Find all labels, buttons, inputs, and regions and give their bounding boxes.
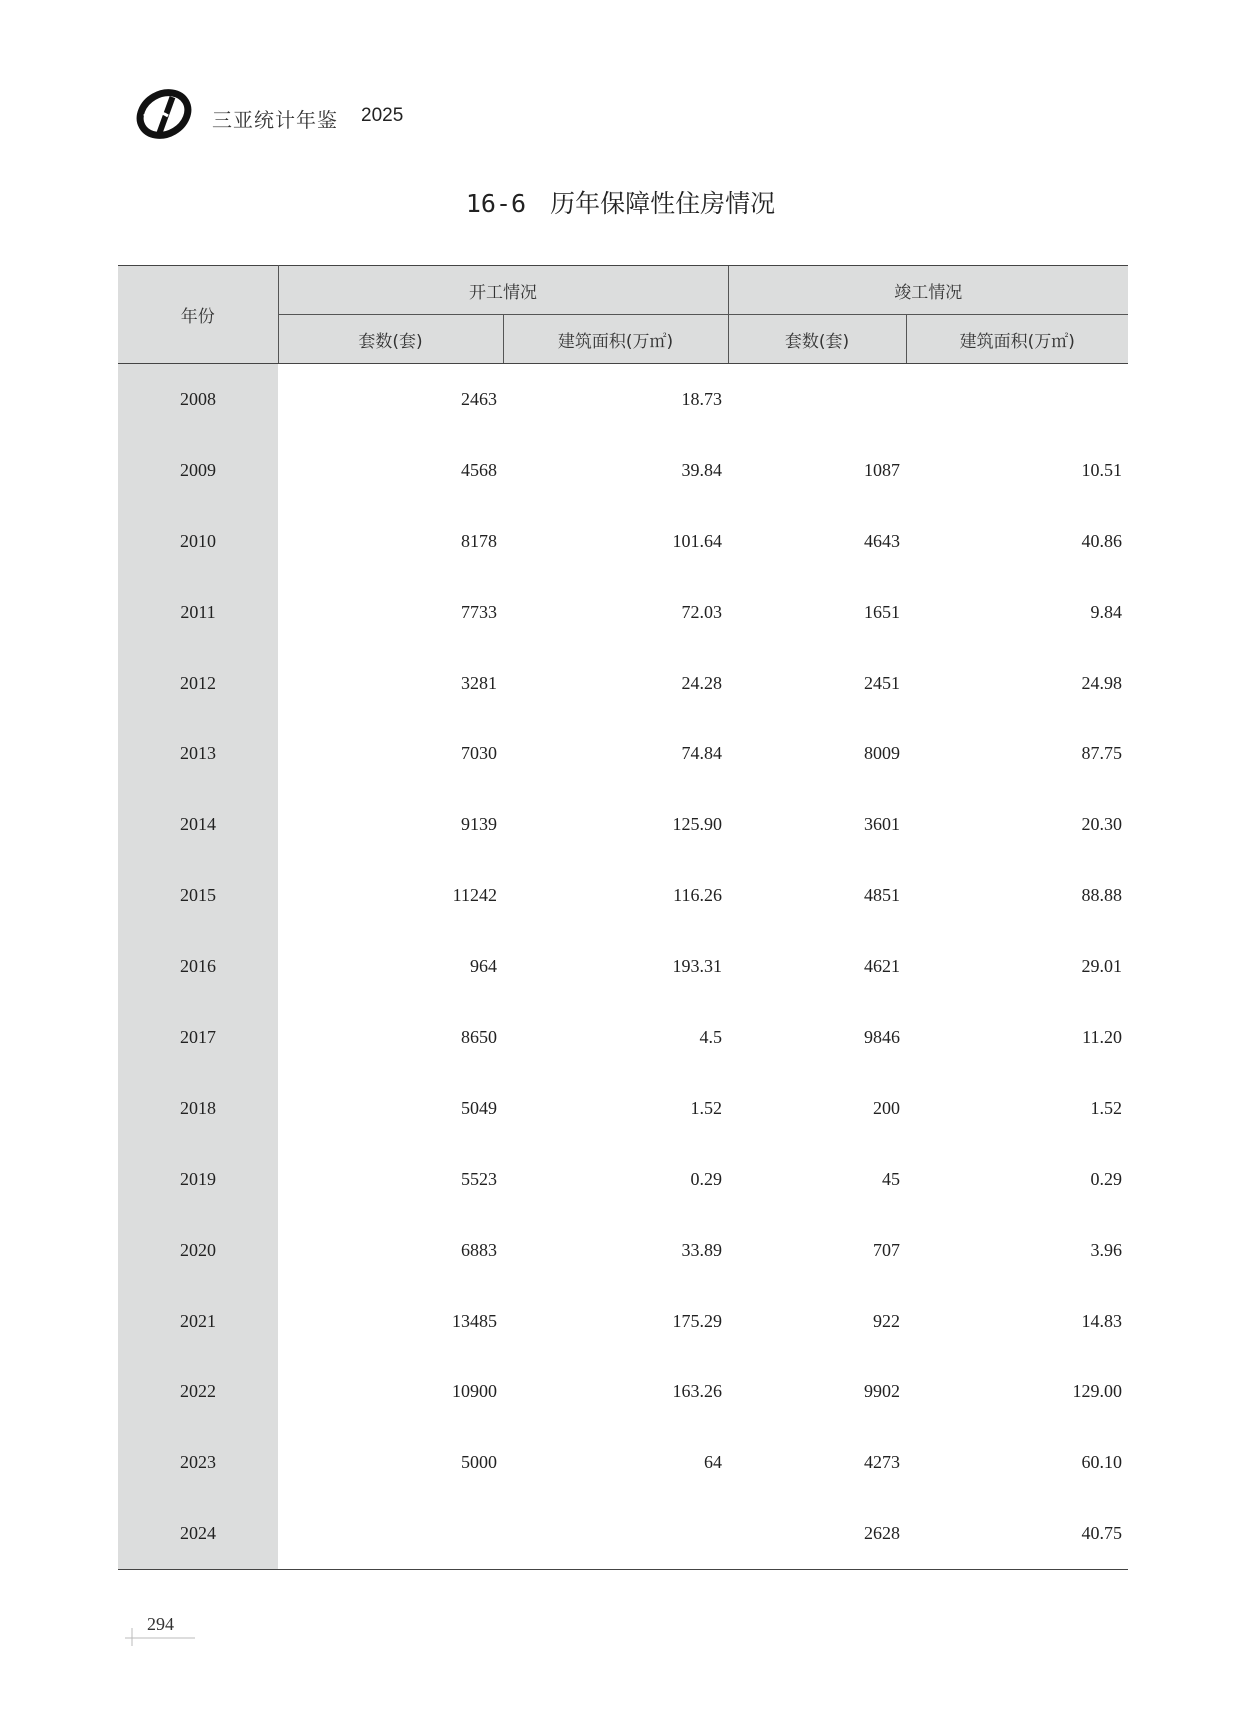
row-year: 2008	[118, 364, 278, 435]
table-row	[118, 364, 1128, 435]
cell-completion-units: 4273	[864, 1452, 900, 1473]
row-year: 2017	[118, 1002, 278, 1073]
cell-start-area: 72.03	[681, 601, 722, 622]
table-body	[118, 364, 1128, 1570]
cell-start-area: 175.29	[672, 1310, 722, 1331]
cell-start-area: 18.73	[681, 388, 722, 409]
cell-start-area: 193.31	[672, 956, 722, 977]
row-year: 2024	[118, 1498, 278, 1569]
cell-start-units: 5049	[461, 1097, 497, 1118]
cell-completion-units: 2628	[728, 1498, 906, 1569]
table-row	[118, 931, 1128, 1002]
cell-completion-area: 9.84	[1090, 601, 1122, 622]
cell-completion-area: 1.52	[1090, 1097, 1122, 1118]
cell-completion-area: 60.10	[1081, 1452, 1122, 1473]
cell-start-area: 24.28	[681, 672, 722, 693]
cell-completion-area: 88.88	[1081, 885, 1122, 906]
cell-start-units: 13485	[452, 1310, 497, 1331]
cell-start-area: 74.84	[681, 743, 722, 764]
cell-completion-units: 1087	[864, 459, 900, 480]
table-row	[118, 506, 1128, 577]
housing-table	[118, 265, 1128, 1570]
row-year: 2010	[118, 506, 278, 577]
cell-completion-units: 1651	[864, 601, 900, 622]
yearbook-year: 2025	[361, 105, 404, 126]
cell-completion-units: 4851	[864, 885, 900, 906]
row-year: 2014	[118, 789, 278, 860]
table-row	[118, 648, 1128, 719]
cell-start-area: 116.26	[673, 885, 722, 906]
subheader-start-area: 建筑面积(万㎡)	[503, 315, 728, 364]
cell-completion-area: 14.83	[1081, 1310, 1122, 1331]
cell-completion-units: 922	[873, 1310, 900, 1331]
row-year: 2009	[118, 435, 278, 506]
row-year: 2019	[118, 1144, 278, 1215]
table-row	[118, 1498, 1128, 1569]
cell-completion-units: 3601	[864, 814, 900, 835]
page-header	[136, 86, 636, 146]
table-row	[118, 1356, 1128, 1427]
table-row	[118, 1002, 1128, 1073]
table-row	[118, 1215, 1128, 1286]
yearbook-title: 三亚统计年鉴	[212, 108, 338, 132]
row-year: 2022	[118, 1356, 278, 1427]
cell-completion-units	[728, 364, 906, 435]
row-year: 2020	[118, 1215, 278, 1286]
subheader-start-units: 套数(套)	[278, 315, 503, 364]
cell-start-units: 5000	[461, 1452, 497, 1473]
table-row	[118, 789, 1128, 860]
cell-start-area: 39.84	[681, 459, 722, 480]
cell-completion-units: 2451	[864, 672, 900, 693]
table-row	[118, 1144, 1128, 1215]
group-header-start: 开工情况	[278, 266, 728, 315]
cell-start-units: 2463	[461, 388, 497, 409]
cell-completion-area: 40.86	[1081, 530, 1122, 551]
row-year: 2015	[118, 860, 278, 931]
row-year: 2018	[118, 1073, 278, 1144]
cell-start-area: 0.29	[690, 1168, 722, 1189]
page-corner-mark-icon	[125, 1628, 195, 1646]
table-row	[118, 1073, 1128, 1144]
table-row	[118, 435, 1128, 506]
cell-completion-area: 29.01	[1081, 956, 1122, 977]
cell-completion-units: 9846	[864, 1026, 900, 1047]
cell-start-units	[278, 1498, 503, 1569]
page-number: 294	[147, 1614, 174, 1634]
cell-start-area	[503, 1498, 728, 1569]
cell-start-units: 5523	[461, 1168, 497, 1189]
table-row	[118, 577, 1128, 648]
cell-completion-units: 707	[873, 1239, 900, 1260]
cell-start-units: 7733	[461, 601, 497, 622]
table-title	[0, 184, 1241, 220]
cell-start-area: 4.5	[699, 1026, 722, 1047]
cell-completion-area: 3.96	[1090, 1239, 1122, 1260]
row-year: 2013	[118, 718, 278, 789]
row-year: 2023	[118, 1427, 278, 1498]
cell-start-units: 8178	[461, 530, 497, 551]
statistics-logo-icon	[136, 86, 192, 142]
cell-start-area: 33.89	[681, 1239, 722, 1260]
cell-completion-area: 87.75	[1081, 743, 1122, 764]
cell-completion-area: 10.51	[1081, 459, 1122, 480]
cell-completion-area: 24.98	[1081, 672, 1122, 693]
table-row	[118, 1427, 1128, 1498]
cell-start-units: 6883	[461, 1239, 497, 1260]
cell-completion-units: 200	[873, 1097, 900, 1118]
cell-start-units: 7030	[461, 743, 497, 764]
cell-completion-units: 8009	[864, 743, 900, 764]
table-row	[118, 718, 1128, 789]
cell-completion-area: 11.20	[1082, 1026, 1122, 1047]
subheader-completion-area: 建筑面积(万㎡)	[906, 315, 1128, 364]
cell-start-units: 11242	[452, 885, 497, 906]
cell-start-units: 964	[470, 956, 497, 977]
row-year: 2021	[118, 1286, 278, 1357]
cell-start-units: 3281	[461, 672, 497, 693]
row-year: 2016	[118, 931, 278, 1002]
group-header-completion: 竣工情况	[728, 266, 1128, 315]
cell-start-units: 10900	[452, 1381, 497, 1402]
cell-completion-area: 20.30	[1081, 814, 1122, 835]
cell-start-area: 125.90	[672, 814, 722, 835]
cell-completion-units: 4643	[864, 530, 900, 551]
year-header: 年份	[118, 266, 278, 364]
table-number: 16-6	[465, 189, 527, 218]
row-year: 2011	[118, 577, 278, 648]
cell-start-area: 163.26	[672, 1381, 722, 1402]
table-name: 历年保障性住房情况	[550, 189, 776, 218]
cell-start-units: 8650	[461, 1026, 497, 1047]
cell-start-area: 64	[704, 1452, 722, 1473]
subheader-completion-units: 套数(套)	[728, 315, 906, 364]
cell-completion-area	[906, 364, 1128, 435]
cell-completion-units: 45	[882, 1168, 900, 1189]
cell-completion-units: 9902	[864, 1381, 900, 1402]
cell-start-units: 4568	[461, 459, 497, 480]
cell-completion-units: 4621	[864, 956, 900, 977]
cell-completion-area: 129.00	[1072, 1381, 1122, 1402]
row-year: 2012	[118, 648, 278, 719]
cell-completion-area: 0.29	[1090, 1168, 1122, 1189]
cell-start-units: 9139	[461, 814, 497, 835]
table-row	[118, 860, 1128, 931]
cell-start-area: 1.52	[690, 1097, 722, 1118]
table-row	[118, 1286, 1128, 1357]
cell-start-area: 101.64	[672, 530, 722, 551]
cell-completion-area: 40.75	[906, 1498, 1128, 1569]
